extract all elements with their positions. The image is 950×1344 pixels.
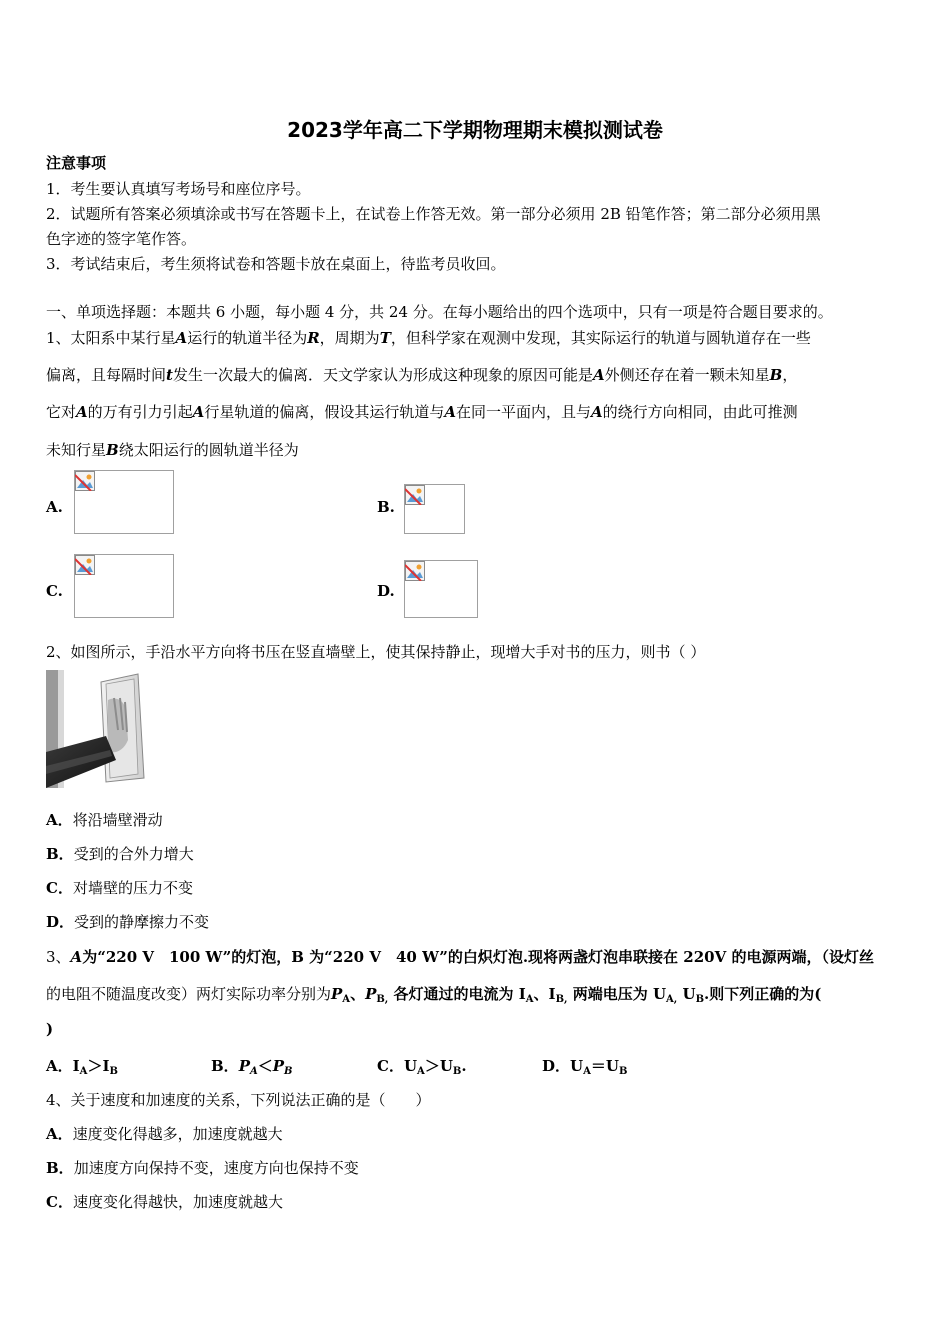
q1-option-a-label: A. [46,498,63,516]
q2-option-b[interactable]: B．受到的合外力增大 [46,845,194,863]
broken-image-icon [75,471,95,491]
notice-heading: 注意事项 [46,154,107,172]
q1-option-a-image [74,470,174,534]
notice-item-2-cont: 色字迹的签字笔作答。 [46,230,197,248]
section-heading: 一、单项选择题：本题共 6 小题，每小题 4 分，共 24 分。在每小题给出的四个选项中，只有一项是符合题目要求的。 [46,303,833,321]
q1-line-4: 未知行星B绕太阳运行的圆轨道半径为 [46,441,299,459]
notice-item-2: 2．试题所有答案必须填涂或书写在答题卡上，在试卷上作答无效。第一部分必须用 2B 铅笔作答；第二部分必须用黑 [46,205,821,223]
q1-option-c-image [74,554,174,618]
q4-option-c[interactable]: C．速度变化得越快，加速度就越大 [46,1193,283,1211]
hand-pressing-book-photo [46,670,156,788]
q1-line-1: 1、太阳系中某行星A运行的轨道半径为R，周期为T，但科学家在观测中发现，其实际运行的轨道与圆轨道存在一些 [46,329,811,347]
q4-stem: 4、关于速度和加速度的关系，下列说法正确的是（ ） [46,1091,431,1109]
notice-item-1: 1．考生要认真填写考场号和座位序号。 [46,180,311,198]
broken-image-icon [405,485,425,505]
page-title: 2023学年高二下学期物理期末模拟测试卷 [287,118,663,142]
q3-line-3: ) [46,1020,54,1038]
q2-stem: 2、如图所示，手沿水平方向将书压在竖直墙壁上，使其保持静止，现增大手对书的压力，则书（ ） [46,643,706,661]
q3-option-a[interactable]: A．$I_A>I_B$ [46,1057,118,1077]
q4-option-b[interactable]: B．加速度方向保持不变，速度方向也保持不变 [46,1159,359,1177]
q1-line-2: 偏离，且每隔时间t发生一次最大的偏离．天文学家认为形成这种现象的原因可能是A外侧还存在着一颗未知星B， [46,366,798,384]
broken-image-icon [405,561,425,581]
q1-option-c-label: C. [46,582,63,600]
q4-option-a[interactable]: A．速度变化得越多，加速度就越大 [46,1125,283,1143]
q2-option-d[interactable]: D．受到的静摩擦力不变 [46,913,210,931]
q1-line-3: 它对A的万有引力引起A行星轨道的偏离，假设其运行轨道与A在同一平面内，且与A的绕行方向相同，由此可推测 [46,403,798,421]
q1-option-d-image [404,560,478,618]
q3-option-d[interactable]: D．$U_A=U_B$ [542,1057,628,1077]
q2-option-a[interactable]: A．将沿墙壁滑动 [46,811,163,829]
q3-line-2: 的电阻不随温度改变）两灯实际功率分别为$P_A$、$P_{B,}$ 各灯通过的电流为 $I_A$、$I_{B,}$ 两端电压为 $U_{A,}$ $U_B$.则下列正确的为( [46,985,822,1005]
q1-option-d-label: D. [377,582,395,600]
q3-option-c[interactable]: C．$U_A>U_B$. [377,1057,467,1077]
broken-image-icon [75,555,95,575]
notice-item-3: 3．考试结束后，考生须将试卷和答题卡放在桌面上，待监考员收回。 [46,255,506,273]
q1-option-b-image [404,484,465,534]
q3-line-1: 3、A为“220 V 100 W”的灯泡，B 为“220 V 40 W”的白炽灯泡.现将两盏灯泡串联接在 220V 的电源两端，（设灯丝 [46,948,874,966]
q1-option-b-label: B. [377,498,395,516]
q3-option-b[interactable]: B．$P_A<P_B$ [211,1057,293,1077]
q2-option-c[interactable]: C．对墙壁的压力不变 [46,879,193,897]
